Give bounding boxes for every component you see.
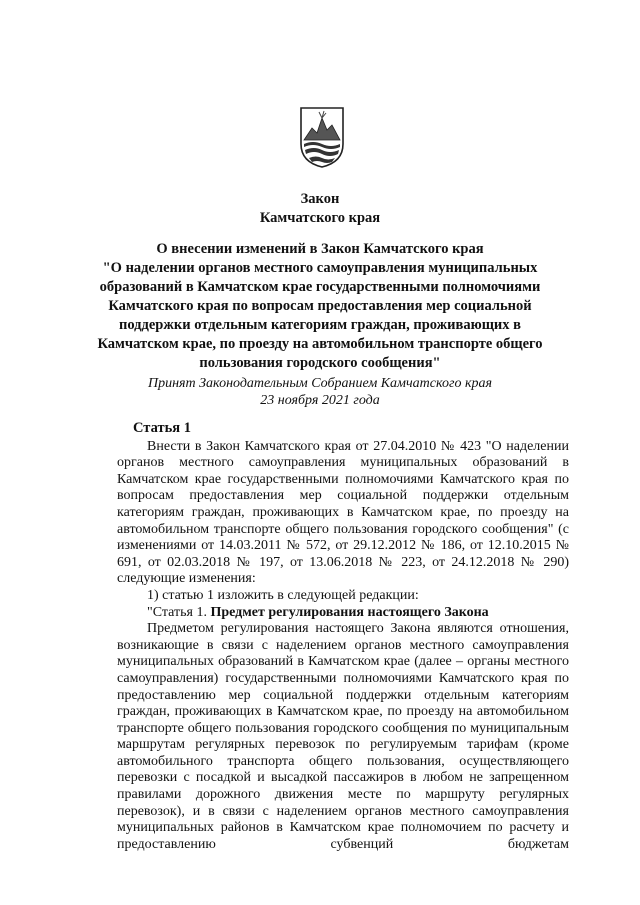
amend-title-line: О внесении изменений в Закон Камчатского края <box>156 241 484 257</box>
law-region: Камчатского края <box>259 210 381 226</box>
article-1-subject: Предмет регулирования настоящего Закона <box>210 604 489 620</box>
item-1: 1) статью 1 изложить в следующей редакции: <box>147 587 419 603</box>
amend-title-line: "О наделении органов местного самоуправления муниципальных <box>102 260 538 276</box>
paragraph-1: Внести в Закон Камчатского края от 27.04.2010 № 423 "О наделении органов местного самоуправления муниципальных образований в Камчатском крае государственными полномочиями Камчатского края по вопросам предоставления мер социальной поддержки отдельным категориям граждан, проживающих в Камчатском крае, по проезду на автомобильном транспорте общего пользования городского сообщения" (с изменениями от 14.03.2011 № 572, от 29.12.2012 № 186, от 12.10.2015 № 691, от 02.03.2018 № 197, от 13.06.2018 № 223, от 24.12.2018 № 290) следующие изменения: <box>117 438 569 587</box>
law-word: Закон <box>300 191 340 207</box>
law-title-block <box>0 190 640 228</box>
article-1-prefix: "Статья 1. <box>147 604 207 620</box>
article-1-title <box>117 605 569 622</box>
coat-of-arms-icon <box>299 106 345 168</box>
adoption-note <box>0 375 640 409</box>
amend-title-line: образований в Камчатском крае государственными полномочиями <box>99 279 541 295</box>
amend-title-line: Камчатском крае, по проезду на автомобильном транспорте общего <box>97 336 543 352</box>
amend-title-line: пользования городского сообщения" <box>199 355 441 371</box>
article-heading: Статья 1 <box>133 420 191 436</box>
amendment-title <box>0 240 640 373</box>
amend-title-line: Камчатского края по вопросам предоставления мер социальной <box>108 298 532 314</box>
amend-title-line: поддержки отдельным категориям граждан, проживающих в <box>119 317 521 333</box>
paragraph-2: Предметом регулирования настоящего Закона являются отношения, возникающие в связи с наделением органов местного самоуправления муниципальных образований в Камчатском крае (далее – органы местного самоуправления) государственными полномочиями Камчатского края по предоставлению мер социальной поддержки отдельным категориям граждан, проживающих в Камчатском крае, по проезду на автомобильном транспорте общего пользования городского сообщения по муниципальным маршрутам регулярных перевозок по регулируемым тарифам (кроме автомобильного транспорта общего пользования, осуществляющего перевозки с посадкой и высадкой пассажиров в любом не запрещенном правилами дорожного движения месте по маршруту регулярных перевозок), и в связи с наделением органов местного самоуправления муниципальных районов в Камчатском крае полномочием по расчету и предоставлению субвенций бюджетам <box>117 621 569 852</box>
adopted-date: 23 ноября 2021 года <box>260 393 380 408</box>
document-body <box>117 420 569 853</box>
adopted-by: Принят Законодательным Собранием Камчатского края <box>147 376 493 391</box>
